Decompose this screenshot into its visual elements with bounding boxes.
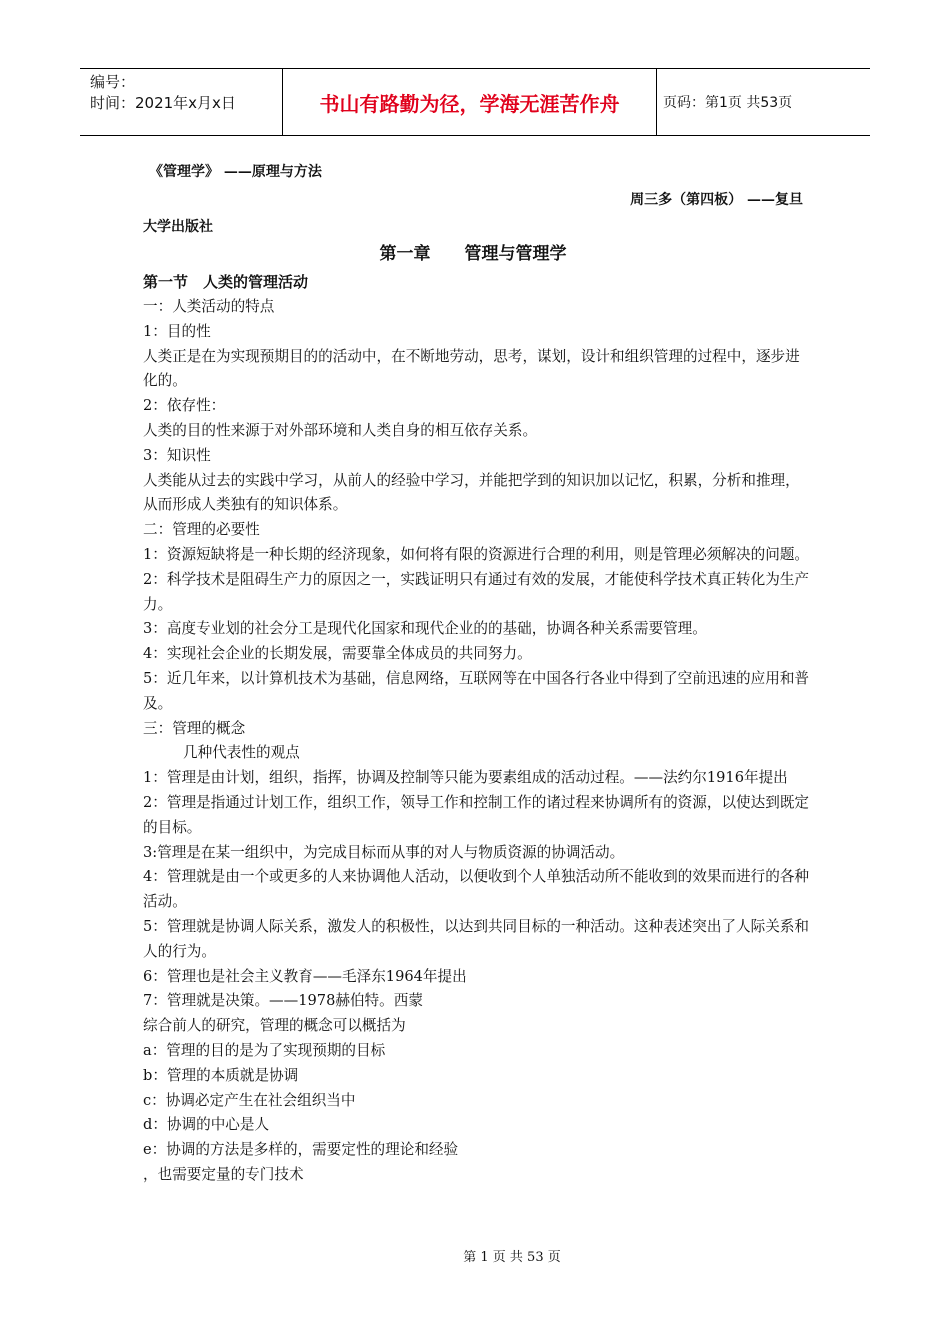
document-body — [143, 160, 811, 1188]
paragraph: 综合前人的研究，管理的概念可以概括为 — [143, 1017, 406, 1035]
paragraph: 3：知识性 — [143, 446, 211, 464]
paragraph: 人类正是在为实现预期目的的活动中，在不断地劳动，思考，谋划，设计和组织管理的过程中，逐步进化的。 — [143, 347, 800, 390]
header-meta — [80, 69, 283, 135]
paragraph: ，也需要定量的专门技术 — [143, 1165, 304, 1183]
paragraph: 三：管理的概念 — [143, 719, 246, 737]
paragraph: c：协调必定产生在社会组织当中 — [143, 1091, 356, 1109]
paragraph: 2：管理是指通过计划工作，组织工作，领导工作和控制工作的诸过程来协调所有的资源，以使达到既定的目标。 — [143, 793, 810, 836]
paragraph: 4：管理就是由一个或更多的人来协调他人活动，以便收到个人单独活动所不能收到的效果而进行的各种活动。 — [143, 868, 810, 911]
book-title: 《管理学》 ——原理与方法 — [149, 164, 322, 180]
page-footer: 第 1 页 共 53 页 — [463, 1250, 561, 1265]
section-heading: 第一节 人类的管理活动 — [143, 273, 309, 291]
paragraph: b：管理的本质就是协调 — [143, 1066, 299, 1084]
paragraph: 人类能从过去的实践中学习，从前人的经验中学习，并能把学到的知识加以记忆，积累，分析和推理，从而形成人类独有的知识体系。 — [143, 471, 800, 514]
paragraph: 人类的目的性来源于对外部环境和人类自身的相互依存关系。 — [143, 421, 538, 439]
paragraph: 1：目的性 — [143, 322, 211, 340]
chapter-heading: 第一章 管理与管理学 — [379, 244, 567, 264]
date-label: 时间：2021年x月x日 — [90, 94, 236, 112]
book-author: 周三多（第四板） ——复旦 — [630, 192, 803, 208]
header-page-info: 页码：第1页 共53页 — [663, 95, 793, 111]
paragraph: 4：实现社会企业的长期发展，需要靠全体成员的共同努力。 — [143, 645, 532, 663]
paragraph: 1：管理是由计划，组织，指挥，协调及控制等只能为要素组成的活动过程。——法约尔1916年提出 — [143, 769, 788, 787]
paragraph: 二：管理的必要性 — [143, 521, 260, 539]
header-motto: 书山有路勤为径，学海无涯苦作舟 — [283, 69, 657, 135]
paragraph: 5：管理就是协调人际关系，激发人的积极性，以达到共同目标的一种活动。这种表述突出了人际关系和人的行为。 — [143, 917, 810, 960]
paragraph: 3:管理是在某一组织中，为完成目标而从事的对人与物质资源的协调活动。 — [143, 843, 625, 861]
paragraph: 3：高度专业划的社会分工是现代化国家和现代企业的的基础，协调各种关系需要管理。 — [143, 620, 707, 638]
paragraph: 一：人类活动的特点 — [143, 298, 275, 315]
paragraph: 几种代表性的观点 — [183, 744, 300, 762]
paragraph: 6：管理也是社会主义教育——毛泽东1964年提出 — [143, 967, 467, 985]
paragraph: 2：依存性： — [143, 397, 226, 415]
number-label: 编号： — [90, 73, 136, 91]
paragraph: 2：科学技术是阻碍生产力的原因之一，实践证明只有通过有效的发展，才能使科学技术真正转化为生产力。 — [143, 570, 810, 613]
paragraph: 1：资源短缺将是一种长期的经济现象，如何将有限的资源进行合理的利用，则是管理必须解决的问题。 — [143, 545, 810, 563]
paragraph: d：协调的中心是人 — [143, 1116, 270, 1134]
paragraph: a：管理的目的是为了实现预期的目标 — [143, 1041, 386, 1059]
paragraph: e：协调的方法是多样的，需要定性的理论和经验 — [143, 1141, 459, 1159]
paragraph: 5：近几年来，以计算机技术为基础，信息网络，互联网等在中国各行各业中得到了空前迅速的应用和普及。 — [143, 669, 810, 712]
page-header — [80, 68, 870, 136]
book-publisher: 大学出版社 — [143, 219, 213, 235]
paragraph: 7：管理就是决策。——1978赫伯特。西蒙 — [143, 992, 423, 1010]
